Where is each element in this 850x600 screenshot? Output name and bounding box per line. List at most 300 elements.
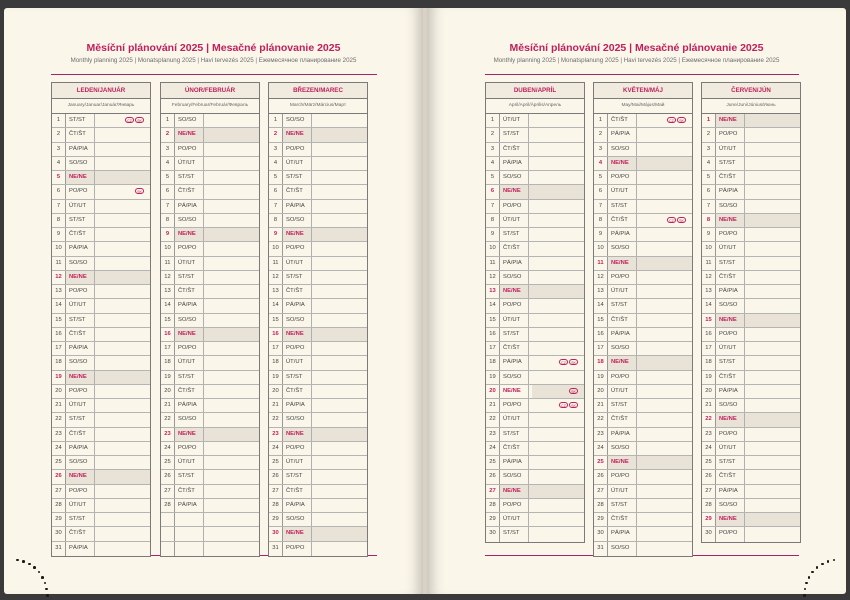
day-row[interactable] <box>594 271 692 285</box>
day-row[interactable] <box>702 485 800 499</box>
day-row[interactable] <box>161 285 259 299</box>
day-row[interactable] <box>161 356 259 370</box>
day-row[interactable] <box>52 542 150 556</box>
weekday: NE/NE <box>719 416 737 423</box>
day-row[interactable] <box>594 185 692 199</box>
day-number: 10 <box>702 242 716 255</box>
day-row[interactable] <box>161 470 259 484</box>
day-row[interactable] <box>52 214 150 228</box>
day-row[interactable] <box>486 499 584 513</box>
day-row[interactable] <box>269 413 367 427</box>
day-number: 27 <box>486 485 500 498</box>
day-row[interactable] <box>486 485 584 499</box>
day-row[interactable] <box>161 342 259 356</box>
day-number: 28 <box>161 499 175 512</box>
day-row[interactable] <box>486 428 584 442</box>
day-row[interactable] <box>52 399 150 413</box>
perforation-dot <box>41 576 44 579</box>
day-row[interactable] <box>52 314 150 328</box>
day-row[interactable] <box>161 314 259 328</box>
day-row[interactable] <box>702 371 800 385</box>
month-name: BŘEZEN/MAREC <box>269 83 367 99</box>
day-row[interactable] <box>594 200 692 214</box>
weekday: ÚT/UT <box>178 359 196 366</box>
weekday: ST/ST <box>611 302 628 309</box>
day-row[interactable] <box>702 214 800 228</box>
day-row[interactable] <box>269 527 367 541</box>
day-row[interactable] <box>161 413 259 427</box>
column-divider <box>528 171 529 184</box>
day-row[interactable] <box>161 499 259 513</box>
day-row[interactable] <box>486 413 584 427</box>
day-row[interactable] <box>702 228 800 242</box>
day-row[interactable] <box>52 143 150 157</box>
page-title: Měsíční plánování 2025 | Mesačné plánovanie 2025 <box>509 42 764 54</box>
weekday: PÁ/PIA <box>503 459 522 465</box>
column-divider <box>744 314 745 327</box>
day-row[interactable] <box>269 499 367 513</box>
day-row[interactable] <box>52 299 150 313</box>
weekday: PO/PO <box>178 145 197 152</box>
day-row[interactable] <box>594 470 692 484</box>
weekday: ČT/ŠT <box>69 330 86 337</box>
day-row[interactable] <box>269 285 367 299</box>
day-number: 3 <box>594 143 608 156</box>
weekday: ÚT/UT <box>178 459 196 465</box>
column-divider <box>636 285 637 298</box>
day-row[interactable] <box>52 470 150 484</box>
weekday: PO/PO <box>178 245 197 252</box>
day-row[interactable] <box>702 185 800 199</box>
day-row[interactable] <box>702 499 800 513</box>
weekday: PÁ/PIA <box>178 402 197 408</box>
day-row[interactable] <box>52 328 150 342</box>
day-row[interactable] <box>161 257 259 271</box>
day-row[interactable] <box>594 314 692 328</box>
day-row[interactable] <box>594 542 692 556</box>
column-divider <box>636 114 637 127</box>
day-number: 19 <box>702 371 716 384</box>
weekday: ÚT/UT <box>503 416 521 423</box>
day-row[interactable] <box>269 456 367 470</box>
day-row[interactable] <box>702 456 800 470</box>
page-subtitle: Monthly planning 2025 | Monatsplanung 2025 | Havi tervezés 2025 | Ежемесячное планирование 2025 <box>493 57 780 64</box>
day-row[interactable] <box>594 527 692 541</box>
day-row[interactable] <box>486 442 584 456</box>
month-may <box>593 82 693 557</box>
column-divider <box>311 285 312 298</box>
day-row[interactable] <box>52 499 150 513</box>
day-row[interactable] <box>594 328 692 342</box>
day-row[interactable] <box>269 214 367 228</box>
weekday: ČT/ŠT <box>611 316 628 323</box>
day-row[interactable] <box>702 342 800 356</box>
weekday: NE/NE <box>286 530 304 537</box>
day-row[interactable] <box>52 114 150 128</box>
column-divider <box>203 499 204 512</box>
day-number: 29 <box>486 513 500 526</box>
day-row[interactable] <box>161 128 259 142</box>
weekday: NE/NE <box>503 387 521 394</box>
day-row[interactable] <box>594 257 692 271</box>
day-row[interactable] <box>702 285 800 299</box>
weekday: SO/SO <box>69 259 88 266</box>
column-divider <box>94 470 95 483</box>
day-row[interactable] <box>161 242 259 256</box>
weekday: SO/SO <box>286 216 305 223</box>
weekday: NE/NE <box>503 288 521 294</box>
weekday: NE/NE <box>719 316 737 323</box>
right-page <box>427 8 846 594</box>
day-row[interactable] <box>161 228 259 242</box>
weekday: NE/NE <box>69 373 87 380</box>
day-number: 3 <box>269 143 283 156</box>
day-row[interactable] <box>161 442 259 456</box>
day-row[interactable] <box>52 242 150 256</box>
day-row[interactable] <box>269 242 367 256</box>
day-row[interactable] <box>702 356 800 370</box>
column-divider <box>636 428 637 441</box>
day-row[interactable] <box>702 157 800 171</box>
weekday: PÁ/PIA <box>719 487 738 494</box>
day-row[interactable] <box>52 371 150 385</box>
column-divider <box>636 228 637 241</box>
day-row[interactable] <box>161 385 259 399</box>
day-row[interactable] <box>594 371 692 385</box>
day-row[interactable] <box>594 356 692 370</box>
day-row[interactable] <box>269 157 367 171</box>
day-row[interactable] <box>594 242 692 256</box>
day-row[interactable] <box>702 413 800 427</box>
day-row[interactable] <box>269 114 367 128</box>
day-row[interactable] <box>486 456 584 470</box>
day-row[interactable] <box>52 257 150 271</box>
weekday: ÚT/UT <box>286 159 304 166</box>
day-number: 8 <box>486 214 500 227</box>
day-row[interactable] <box>594 285 692 299</box>
day-row[interactable] <box>594 485 692 499</box>
weekday: PÁ/PIA <box>69 245 88 252</box>
day-row[interactable] <box>52 171 150 185</box>
day-row[interactable] <box>269 328 367 342</box>
day-number: 20 <box>702 385 716 398</box>
weekday: PO/PO <box>611 174 630 180</box>
day-row[interactable] <box>702 271 800 285</box>
day-row[interactable] <box>486 271 584 285</box>
day-row[interactable] <box>269 385 367 399</box>
day-number: 6 <box>486 185 500 198</box>
perforation-dot <box>28 563 31 566</box>
column-divider <box>311 242 312 255</box>
day-row[interactable] <box>269 257 367 271</box>
month-march <box>268 82 368 557</box>
day-row[interactable] <box>702 428 800 442</box>
day-row[interactable] <box>486 214 584 228</box>
day-number: 23 <box>161 428 175 441</box>
day-row[interactable] <box>702 513 800 527</box>
day-number: 15 <box>161 314 175 327</box>
day-row[interactable] <box>161 143 259 157</box>
day-row[interactable] <box>161 485 259 499</box>
day-row[interactable] <box>486 328 584 342</box>
day-number: 8 <box>269 214 283 227</box>
day-row[interactable] <box>161 428 259 442</box>
day-number: 19 <box>486 371 500 384</box>
column-divider <box>528 442 529 455</box>
holiday-badge-cz: CZ <box>559 402 568 408</box>
day-row[interactable] <box>269 271 367 285</box>
weekday: NE/NE <box>286 231 304 237</box>
day-row[interactable] <box>594 513 692 527</box>
column-divider <box>94 200 95 213</box>
weekday: PO/PO <box>719 530 738 537</box>
day-row[interactable] <box>52 413 150 427</box>
day-row[interactable] <box>594 299 692 313</box>
month-name: ČERVEN/JÚN <box>702 83 800 99</box>
weekday: ST/ST <box>611 501 628 508</box>
day-row[interactable] <box>52 342 150 356</box>
day-row[interactable] <box>269 470 367 484</box>
day-number: 4 <box>594 157 608 170</box>
column-divider <box>528 228 529 241</box>
column-divider <box>94 356 95 369</box>
day-row[interactable] <box>161 271 259 285</box>
day-row[interactable] <box>52 271 150 285</box>
day-row[interactable] <box>161 542 259 556</box>
day-row[interactable] <box>702 242 800 256</box>
weekday: NE/NE <box>611 459 629 465</box>
day-number: 28 <box>594 499 608 512</box>
day-row[interactable] <box>486 314 584 328</box>
day-row[interactable] <box>486 228 584 242</box>
column-divider <box>203 271 204 284</box>
day-row[interactable] <box>594 342 692 356</box>
day-number: 20 <box>161 385 175 398</box>
day-row[interactable] <box>486 200 584 214</box>
perforation-dot <box>44 582 47 585</box>
weekday: PO/PO <box>719 231 738 237</box>
holiday-badge-sk: SK <box>135 188 144 194</box>
day-row[interactable] <box>269 542 367 556</box>
day-row[interactable] <box>269 143 367 157</box>
day-row[interactable] <box>486 185 584 199</box>
day-row[interactable] <box>486 171 584 185</box>
day-row[interactable] <box>269 371 367 385</box>
month-translations: June/Juni/Június/Июнь <box>702 99 800 114</box>
column-divider <box>311 228 312 241</box>
day-row[interactable] <box>702 257 800 271</box>
column-divider <box>744 171 745 184</box>
day-row[interactable] <box>269 342 367 356</box>
day-row[interactable] <box>269 314 367 328</box>
column-divider <box>311 128 312 141</box>
weekday: ČT/ŠT <box>719 273 736 280</box>
day-row[interactable] <box>269 299 367 313</box>
day-row[interactable] <box>594 157 692 171</box>
weekday: PÁ/PIA <box>69 444 88 451</box>
day-number: 29 <box>269 513 283 526</box>
day-number: 28 <box>269 499 283 512</box>
day-row[interactable] <box>52 128 150 142</box>
day-row[interactable] <box>269 442 367 456</box>
day-row[interactable] <box>161 371 259 385</box>
column-divider <box>744 399 745 412</box>
weekday: ST/ST <box>178 473 195 480</box>
day-row[interactable] <box>594 114 692 128</box>
column-divider <box>528 285 529 298</box>
day-row[interactable] <box>52 428 150 442</box>
day-row[interactable] <box>52 513 150 527</box>
day-row[interactable] <box>594 228 692 242</box>
day-row[interactable] <box>486 285 584 299</box>
day-row[interactable] <box>486 257 584 271</box>
day-row[interactable] <box>486 385 584 399</box>
day-row[interactable] <box>702 128 800 142</box>
day-row[interactable] <box>269 128 367 142</box>
day-row[interactable] <box>486 342 584 356</box>
day-row[interactable] <box>161 299 259 313</box>
weekday: ST/ST <box>503 530 520 537</box>
page-title: Měsíční plánování 2025 | Mesačné plánovanie 2025 <box>86 42 341 54</box>
day-row[interactable] <box>161 185 259 199</box>
weekday: NE/NE <box>178 231 196 237</box>
day-row[interactable] <box>702 385 800 399</box>
day-row[interactable] <box>269 485 367 499</box>
day-row[interactable] <box>702 328 800 342</box>
day-row[interactable] <box>269 513 367 527</box>
day-row[interactable] <box>161 114 259 128</box>
column-divider <box>744 185 745 198</box>
day-row[interactable] <box>161 513 259 527</box>
day-row[interactable] <box>702 442 800 456</box>
day-row[interactable] <box>594 428 692 442</box>
day-row[interactable] <box>52 485 150 499</box>
day-row[interactable] <box>269 200 367 214</box>
day-row[interactable] <box>161 200 259 214</box>
day-row[interactable] <box>269 399 367 413</box>
column-divider <box>636 128 637 141</box>
day-row[interactable] <box>486 371 584 385</box>
day-row[interactable] <box>594 442 692 456</box>
day-row[interactable] <box>161 399 259 413</box>
day-number: 17 <box>594 342 608 355</box>
day-row[interactable] <box>52 385 150 399</box>
column-divider <box>744 143 745 156</box>
column-divider <box>203 200 204 213</box>
day-row[interactable] <box>52 157 150 171</box>
day-row[interactable] <box>161 328 259 342</box>
day-number: 13 <box>269 285 283 298</box>
day-row[interactable] <box>594 128 692 142</box>
weekday: PO/PO <box>178 345 197 351</box>
day-row[interactable] <box>702 527 800 541</box>
day-row[interactable] <box>486 143 584 157</box>
day-row[interactable] <box>702 299 800 313</box>
day-row[interactable] <box>486 242 584 256</box>
day-row[interactable] <box>702 143 800 157</box>
day-row[interactable] <box>486 399 584 413</box>
day-row[interactable] <box>161 456 259 470</box>
day-row[interactable] <box>486 513 584 527</box>
column-divider <box>528 185 529 198</box>
weekday: NE/NE <box>286 430 304 437</box>
holiday-badge-sk: SK <box>677 217 686 223</box>
day-row[interactable] <box>52 200 150 214</box>
day-row[interactable] <box>269 356 367 370</box>
day-row[interactable] <box>594 171 692 185</box>
day-number: 22 <box>702 413 716 426</box>
perforation-dot <box>808 576 811 579</box>
holiday-badge-sk: SK <box>569 388 578 394</box>
day-row[interactable] <box>52 456 150 470</box>
weekday: PO/PO <box>286 544 305 551</box>
column-divider <box>203 171 204 184</box>
weekday: NE/NE <box>69 273 87 280</box>
day-row[interactable] <box>486 157 584 171</box>
day-row[interactable] <box>161 157 259 171</box>
weekday: ST/ST <box>286 373 303 380</box>
day-row[interactable] <box>52 356 150 370</box>
column-divider <box>636 242 637 255</box>
day-number: 6 <box>702 185 716 198</box>
column-divider <box>636 542 637 556</box>
weekday: ÚT/UT <box>178 259 196 266</box>
day-row[interactable] <box>269 185 367 199</box>
column-divider <box>528 271 529 284</box>
day-row[interactable] <box>594 499 692 513</box>
day-row[interactable] <box>486 470 584 484</box>
day-row[interactable] <box>52 228 150 242</box>
day-row[interactable] <box>702 314 800 328</box>
column-divider <box>528 385 529 398</box>
day-row[interactable] <box>269 428 367 442</box>
day-row[interactable] <box>161 527 259 541</box>
day-number: 16 <box>52 328 66 341</box>
day-row[interactable] <box>702 114 800 128</box>
day-row[interactable] <box>594 385 692 399</box>
day-row[interactable] <box>702 200 800 214</box>
day-row[interactable] <box>269 228 367 242</box>
day-row[interactable] <box>594 456 692 470</box>
day-number: 10 <box>269 242 283 255</box>
day-row[interactable] <box>486 128 584 142</box>
day-row[interactable] <box>52 527 150 541</box>
day-row[interactable] <box>594 399 692 413</box>
day-row[interactable] <box>52 185 150 199</box>
day-row[interactable] <box>486 114 584 128</box>
day-row[interactable] <box>594 214 692 228</box>
day-row[interactable] <box>486 527 584 541</box>
day-row[interactable] <box>702 470 800 484</box>
day-row[interactable] <box>594 413 692 427</box>
day-row[interactable] <box>702 399 800 413</box>
day-number: 26 <box>702 470 716 483</box>
day-row[interactable] <box>269 171 367 185</box>
day-row[interactable] <box>594 143 692 157</box>
day-row[interactable] <box>486 356 584 370</box>
weekday: NE/NE <box>286 330 304 337</box>
day-row[interactable] <box>486 299 584 313</box>
column-divider <box>636 328 637 341</box>
day-row[interactable] <box>52 285 150 299</box>
day-row[interactable] <box>702 171 800 185</box>
weekday: SO/SO <box>503 373 522 380</box>
perforation-dot <box>803 594 806 597</box>
day-row[interactable] <box>161 214 259 228</box>
day-row[interactable] <box>52 442 150 456</box>
weekday: ST/ST <box>286 473 303 480</box>
day-row[interactable] <box>161 171 259 185</box>
